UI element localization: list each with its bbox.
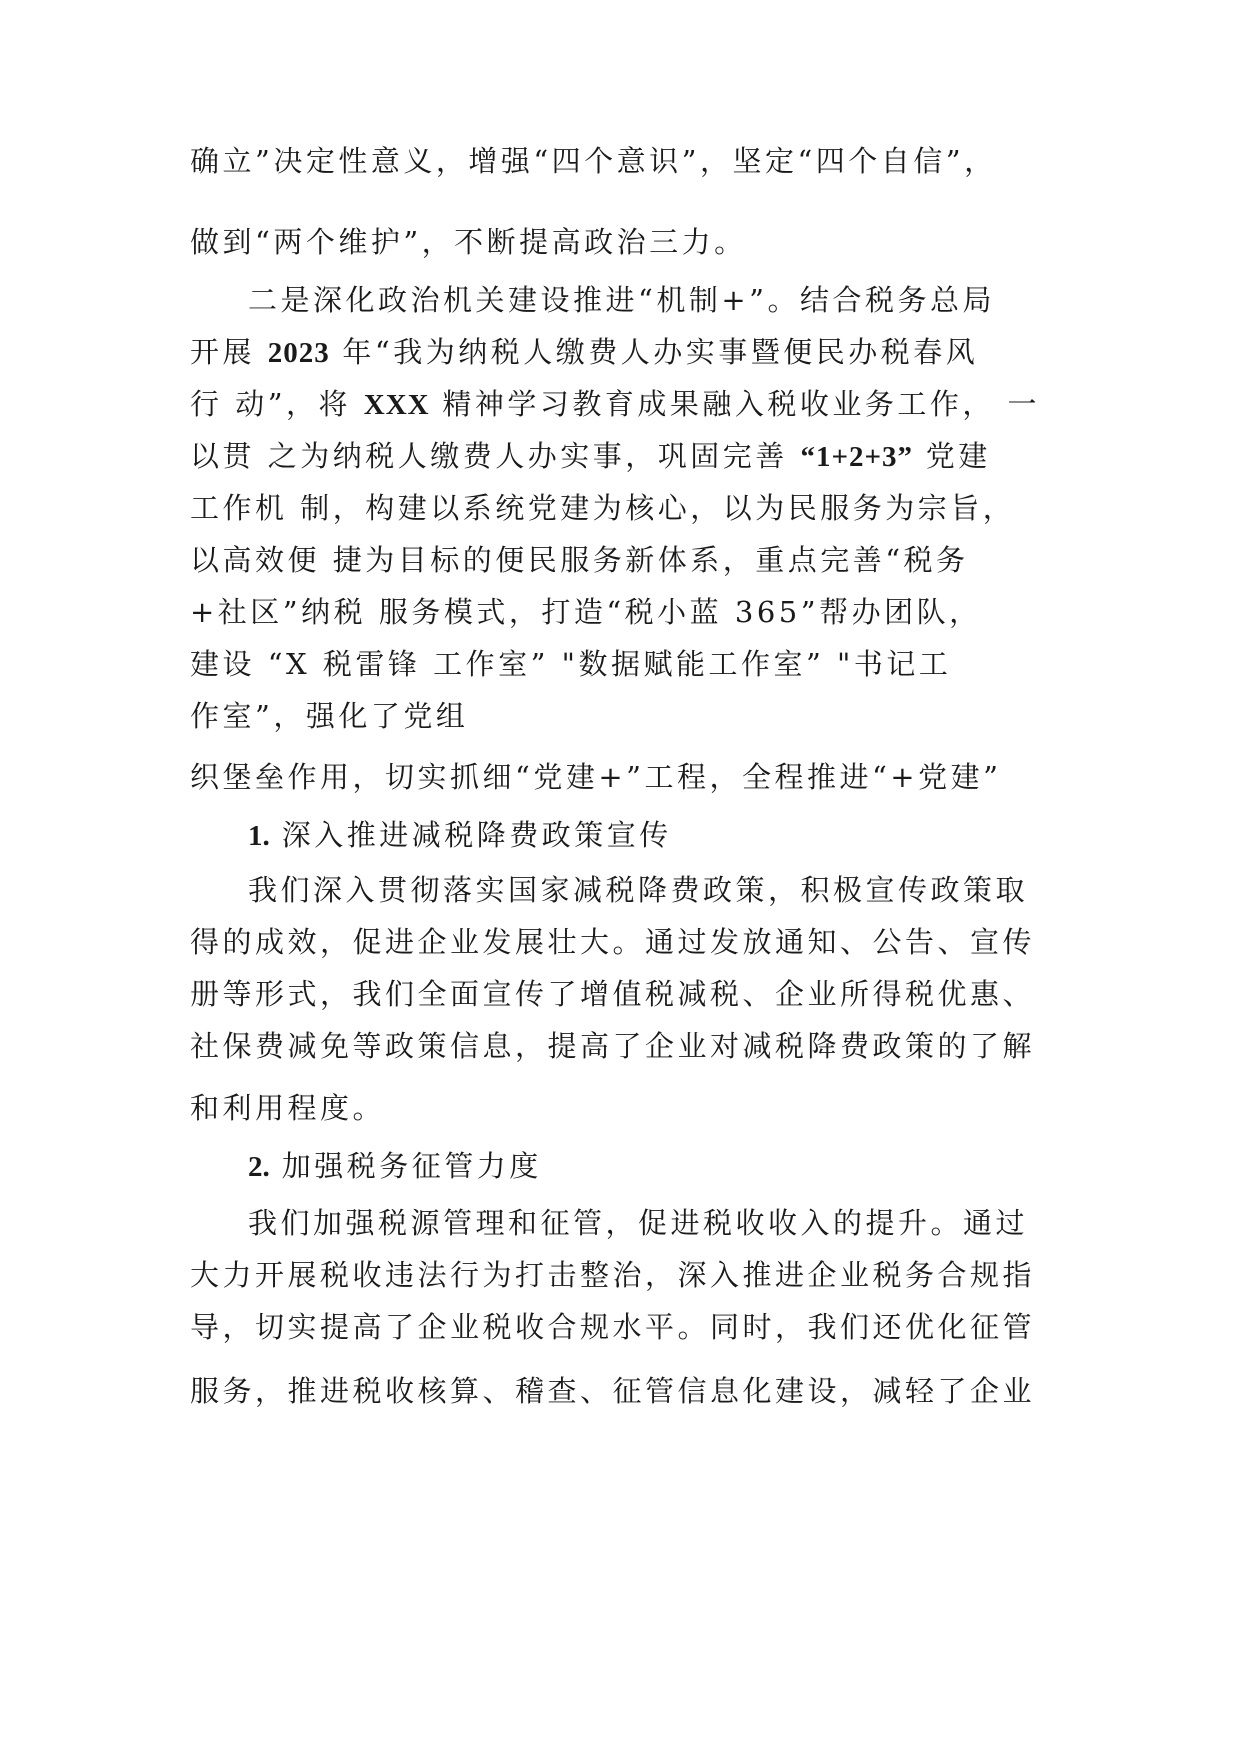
text-line: 确立”决定性意义，增强“四个意识”，坚定“四个自信”， — [190, 144, 997, 178]
text-line: 得的成效，促进企业发展壮大。通过发放通知、公告、宣传 — [190, 925, 1036, 959]
section-heading-1: 1. 深入推进减税降费政策宣传 — [248, 818, 672, 852]
text-line: 社保费减免等政策信息，提高了企业对减税降费政策的了解 — [190, 1029, 1036, 1063]
paragraph-start: 二是深化政治机关建设推进“机制+”。结合税务总局 — [248, 283, 995, 317]
paragraph-start: 我们加强税源管理和征管，促进税收收入的提升。通过 — [248, 1206, 1029, 1240]
paragraph-start: 我们深入贯彻落实国家减税降费政策，积极宣传政策取 — [248, 873, 1029, 907]
text-line: +社区”纳税 服务模式，打造“税小蓝 365”帮办团队， — [190, 595, 982, 629]
text-line: 织堡垒作用，切实抓细“党建+”工程，全程推进“+党建” — [190, 760, 1002, 794]
section-heading-2: 2. 加强税务征管力度 — [248, 1149, 542, 1183]
text-line: 开展 2023 年“我为纳税人缴费人办实事暨便民办税春风 — [190, 335, 979, 369]
text-line: 以贯 之为纳税人缴费人办实事，巩固完善 “1+2+3” 党建 — [190, 439, 991, 473]
text-line: 服务，推进税收核算、稽查、征管信息化建设，减轻了企业 — [190, 1374, 1036, 1408]
text-line: 册等形式，我们全面宣传了增值税减税、企业所得税优惠、 — [190, 977, 1036, 1011]
text-line: 工作机 制，构建以系统党建为核心，以为民服务为宗旨， — [190, 491, 1016, 525]
text-line: 导，切实提高了企业税收合规水平。同时，我们还优化征管 — [190, 1310, 1036, 1344]
text-line: 以高效便 捷为目标的便民服务新体系，重点完善“税务 — [190, 543, 969, 577]
text-line: 大力开展税收违法行为打击整治，深入推进企业税务合规指 — [190, 1258, 1036, 1292]
text-line: 做到“两个维护”，不断提高政治三力。 — [190, 225, 747, 259]
text-line: 作室”，强化了党组 — [190, 699, 469, 733]
text-line: 建设 “X 税雷锋 工作室” "数据赋能工作室” "书记工 — [190, 647, 952, 681]
text-line: 行 动”，将 XXX 精神学习教育成果融入税收业务工作， 一 — [190, 387, 1041, 421]
text-line: 和利用程度。 — [190, 1091, 386, 1125]
